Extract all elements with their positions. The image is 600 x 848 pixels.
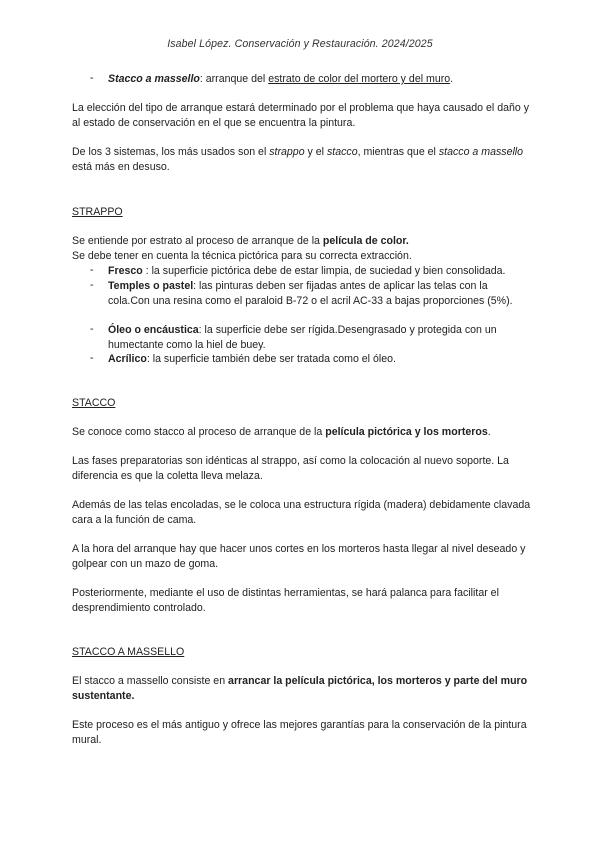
strappo-item-temples (108, 279, 528, 309)
stacco-p3: Además de las telas encoladas, se le coloca una estructura rígida (madera) debidamente clavada cara a la función de cama. (72, 499, 531, 526)
bold-term: Óleo o encáustica (108, 324, 199, 336)
text-run: De los 3 sistemas, los más usados son el (72, 146, 270, 158)
text-run: . (487, 426, 491, 438)
item-text: : la superficie también debe ser tratada como el óleo. (146, 353, 396, 365)
strappo-intro-2: Se debe tener en cuenta la técnica pictórica para su correcta extracción. (72, 250, 412, 262)
bold-term: Acrílico (108, 353, 147, 365)
strappo-item-oleo (108, 323, 528, 353)
bullet-marker: - (90, 279, 94, 291)
bullet-marker: - (90, 352, 94, 364)
top-bullet-text (108, 72, 528, 87)
bold-term: Temples o pastel (108, 280, 194, 292)
text-run: Se entiende por estrato al proceso de arranque de la (72, 235, 323, 247)
bold-term: arrancar la película pictórica, los morteros y parte del muro sustentante. (72, 675, 528, 702)
stacco-p5: Posteriormente, mediante el uso de distintas herramientas, se hará palanca para facilitar el desprendimiento controlado. (72, 587, 499, 614)
bullet-marker: - (90, 323, 94, 335)
italic-term: stacco a massello (438, 146, 524, 158)
text-run: , mientras que el (357, 146, 439, 158)
item-text: : la superficie pictórica debe de estar limpia, de suciedad y bien consolidada. (142, 265, 506, 277)
text-run: Se conoce como stacco al proceso de arranque de la (72, 426, 326, 438)
strappo-item-fresco (108, 264, 528, 279)
text-run: está más en desuso. (72, 161, 170, 173)
section-heading-strappo: STRAPPO (72, 206, 123, 218)
section-heading-massello: STACCO A MASSELLO (72, 646, 185, 658)
bold-term: película de color. (322, 235, 409, 247)
strappo-item-acrilico (108, 352, 528, 367)
paragraph-eleccion: La elección del tipo de arranque estará determinado por el problema que haya causado el daño y al estado de conservación en el que se encuentra la pintura. (72, 102, 530, 129)
underlined-text: estrato de color del mortero y del muro (268, 73, 451, 85)
stacco-p4: A la hora del arranque hay que hacer unos cortes en los morteros hasta llegar al nivel deseado y golpear con un mazo de goma. (72, 543, 526, 570)
bullet-text: : arranque del (199, 73, 269, 85)
bullet-end: . (450, 73, 454, 85)
stacco-p2: Las fases preparatorias son idénticas al strappo, así como la colocación al nuevo soporte. La diferencia es que la coletta lleva melaza. (72, 455, 509, 482)
text-run: El stacco a massello consiste en (72, 675, 229, 687)
section-heading-stacco: STACCO (72, 397, 116, 409)
bullet-marker: - (90, 72, 94, 84)
bold-term: Fresco (108, 265, 143, 277)
italic-term: strappo (269, 146, 305, 158)
paragraph-sistemas (72, 145, 532, 175)
item-text: : la superficie debe ser rígida.Desengrasado y protegida con un humectante como la hiel de buey. (108, 324, 497, 351)
massello-p2: Este proceso es el más antiguo y ofrece las mejores garantías para la conservación de la pintura mural. (72, 719, 527, 746)
text-run: y el (304, 146, 327, 158)
page-header: Isabel López. Conservación y Restauración. 2024/2025 (167, 38, 433, 50)
massello-p1 (72, 674, 532, 704)
strappo-intro (72, 234, 532, 249)
bullet-marker: - (90, 264, 94, 276)
stacco-p1 (72, 425, 532, 440)
italic-term: stacco (326, 146, 358, 158)
item-text: : las pinturas deben ser fijadas antes de aplicar las telas con la cola.Con una resina como el paraloid B-72 o el acril AC-33 a bajas proporciones (5%). (108, 280, 513, 307)
bold-term: película pictórica y los morteros (325, 426, 488, 438)
bullet-term: Stacco a massello (108, 73, 200, 85)
